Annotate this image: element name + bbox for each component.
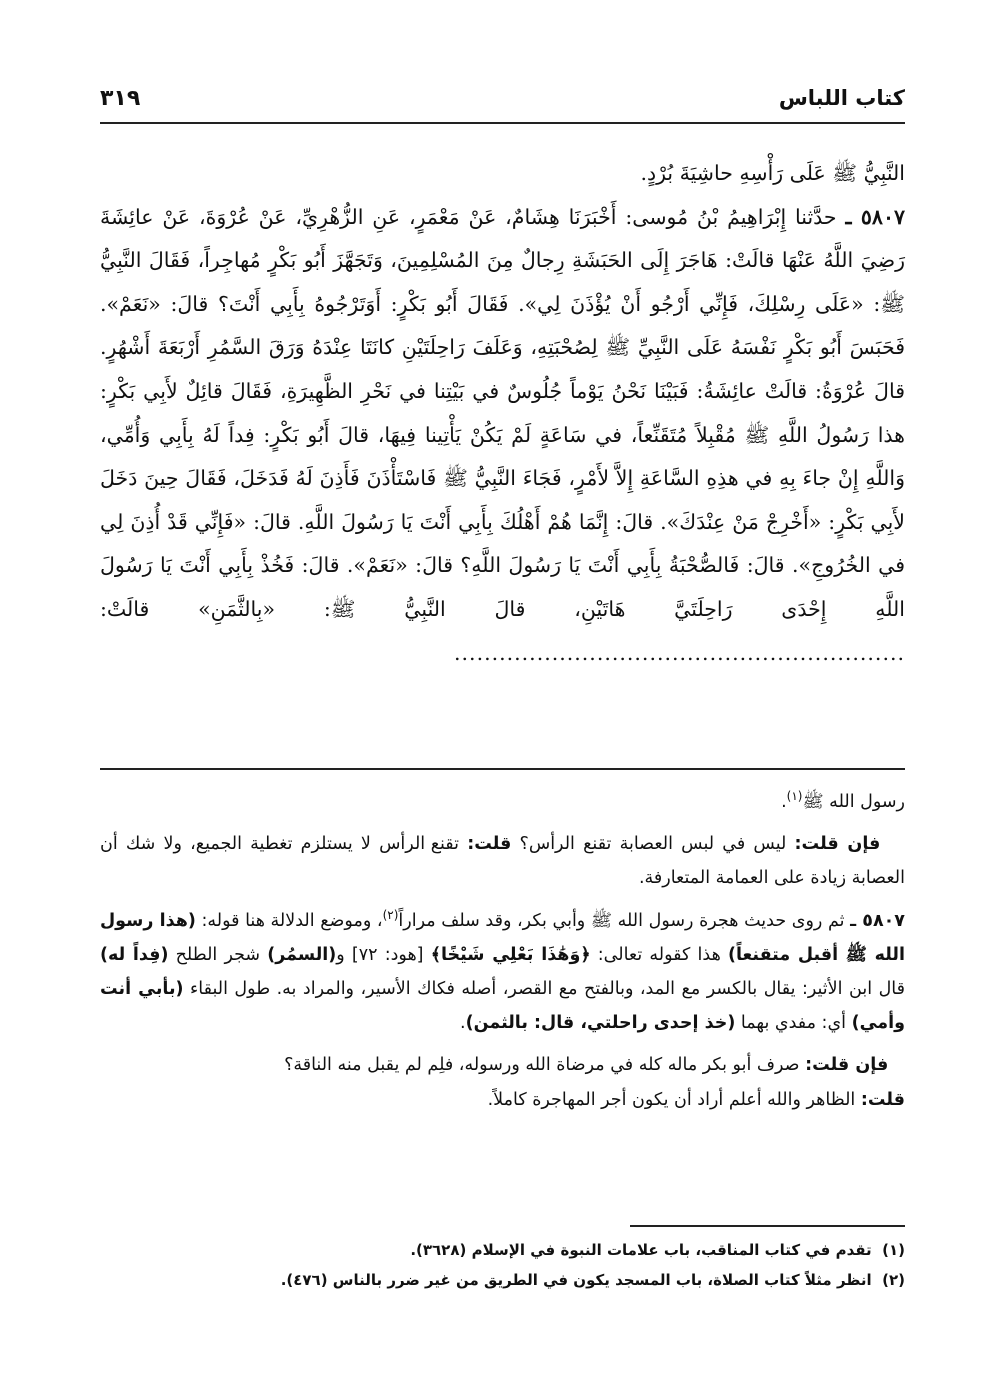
commentary-paragraph: فإن قلت: صرف أبو بكر ماله كله في مرضاة الله ورسوله، فلِم لم يقبل منه الناقة؟ قلت: الظاهر والله أعلم أراد أن يكون أجر المهاجرة كاملاً.: [284, 1055, 905, 1110]
quran-verse: ﴿وَهَٰذَا بَعْلِي شَيْخًا﴾: [430, 944, 591, 965]
commentary-divider: [100, 768, 905, 770]
commentary-paragraph: ٥٨٠٧ ـ ثم روى حديث هجرة رسول الله ﷺ وأبي بكر، وقد سلف مراراً$^{(٢)}$، وموضع الدلالة هنا قوله: (هذا رسول الله ﷺ أقبل متقنعاً) هذا كقوله تعالى: ﴿وَهَٰذَا بَعْلِي شَيْخًا﴾ [هود: ٧٢] و(السمُر) شجر الطلح (فِداً له) قال ابن الأثير: يقال بالكسر مع المد، وبالفتح مع القصر، أصله فكاك الأسير، والمراد به. طول البقاء (بأبي أنت وأمي) أي: مفدي بهما (خذ إحدى راحلتي، قال: بالثمن).: [100, 907, 905, 1034]
page-number: ٣١٩: [100, 86, 141, 111]
answer-label: قلت:: [467, 834, 512, 855]
footnote-ref[interactable]: (١): [786, 789, 803, 804]
hadith-number: ٥٨٠٧ ـ: [850, 910, 905, 931]
commentary-block: [100, 785, 905, 1125]
page-header: [100, 82, 905, 122]
book-page: [100, 70, 905, 1330]
commentary-paragraph: رسول الله ﷺ$^{(١)}$.: [781, 789, 905, 812]
answer-label: قلت:: [860, 1089, 905, 1110]
header-divider: [100, 122, 905, 124]
question-label: فإن قلت:: [794, 834, 881, 855]
hadith-body: حدَّثنا إِبْرَاهِيمُ بْنُ مُوسى: أَخْبَرَنَا هِشَامٌ، عَنْ مَعْمَرٍ، عَنِ الزُّهْرِيِّ، عَنْ عُرْوَةَ، عَنْ عائِشَةَ رَضِيَ اللَّهُ عَنْهَا قالَتْ: هَاجَرَ إِلَى الحَبَشَةِ رِجالٌ مِنَ المُسْلِمِينَ، وَتَجَهَّزَ أَبُو بَكْرٍ مُهاجِراً، فَقَالَ النَّبِيُّ ﷺ: «عَلَى رِسْلِكَ، فَإِنِّي أَرْجُو أَنْ يُؤْذَنَ لِي». فَقَالَ أَبُو بَكْرٍ: أَوَتَرْجُوهُ بِأَبِي أَنْتَ؟ قالَ: «نَعَمْ». فَحَبَسَ أَبُو بَكْرٍ نَفْسَهُ عَلَى النَّبِيِّ ﷺ لِصُحْبَتِهِ، وَعَلَفَ رَاحِلَتَيْنِ كانَتَا عِنْدَهُ وَرَقَ السَّمُرِ أَرْبَعَةَ أَشْهُرٍ. قالَ عُرْوَةُ: قالَتْ عائِشَةُ: فَبَيْنَا نَحْنُ يَوْماً جُلُوسٌ في بَيْتِنا في نَحْرِ الظَّهِيرَةِ، فَقَالَ قائِلٌ لأَبِي بَكْرٍ: هذا رَسُولُ اللَّهِ ﷺ مُقْبِلاً مُتَقَنِّعاً، في سَاعَةٍ لَمْ يَكُنْ يَأْتِينا فِيهَا، قالَ أَبُو بَكْرٍ: فِداً لَهُ بِأَبِي وَأُمِّي، وَاللَّهِ إِنْ جاءَ بِهِ في هذِهِ السَّاعَةِ إِلاَّ لأَمْرٍ، فَجَاءَ النَّبِيُّ ﷺ فَاسْتَأْذَنَ فَأَذِنَ لَهُ فَدَخَلَ، فَقَالَ حِينَ دَخَلَ لأَبِي بَكْرٍ: «أَخْرِجْ مَنْ عِنْدَكَ». قالَ: إِنَّمَا هُمْ أَهْلُكَ بِأَبِي أَنْتَ يَا رَسُولَ اللَّهِ. قالَ: «فَإِنِّي قَدْ أُذِنَ لِي في الخُرُوجِ». قالَ: فَالصُّحْبَةُ بِأَبِي أَنْتَ يَا رَسُولَ اللَّهِ؟ قالَ: «نَعَمْ». قالَ: فَخُذْ بِأَبِي أَنْتَ يَا رَسُولَ اللَّهِ إِحْدَى رَاحِلَتَيَّ هَاتَيْنِ، قالَ النَّبِيُّ ﷺ: «بِالثَّمَنِ» قالَتْ:: [100, 204, 905, 621]
footnotes: [100, 1235, 905, 1295]
chapter-title: كتاب اللباس: [778, 86, 905, 110]
matn-line: النَّبِيُّ ﷺ عَلَى رَأْسِهِ حاشِيَةَ بُرْدٍ.: [640, 161, 905, 185]
continuation-dots: ............................................................: [454, 640, 905, 665]
footnote: (١) تقدم في كتاب المناقب، باب علامات النبوة في الإسلام (٣٦٢٨).: [410, 1241, 905, 1259]
hadith-text-block: [100, 152, 905, 675]
footnote: (٢) انظر مثلاً كتاب الصلاة، باب المسجد يكون في الطريق من غير ضرر بالناس (٤٧٦).: [280, 1271, 905, 1289]
question-label: فإن قلت:: [805, 1055, 889, 1076]
hadith-number: ٥٨٠٧ ـ: [845, 204, 905, 229]
footnote-divider: [630, 1225, 905, 1227]
footnote-ref[interactable]: (٢): [382, 907, 399, 922]
commentary-paragraph: فإن قلت: ليس في لبس العصابة تقنع الرأس؟ قلت: تقنع الرأس لا يستلزم تغطية الجميع، ولا شك أن العصابة زيادة على العمامة المتعارفة.: [100, 834, 905, 889]
hadith-paragraph: [100, 196, 905, 676]
